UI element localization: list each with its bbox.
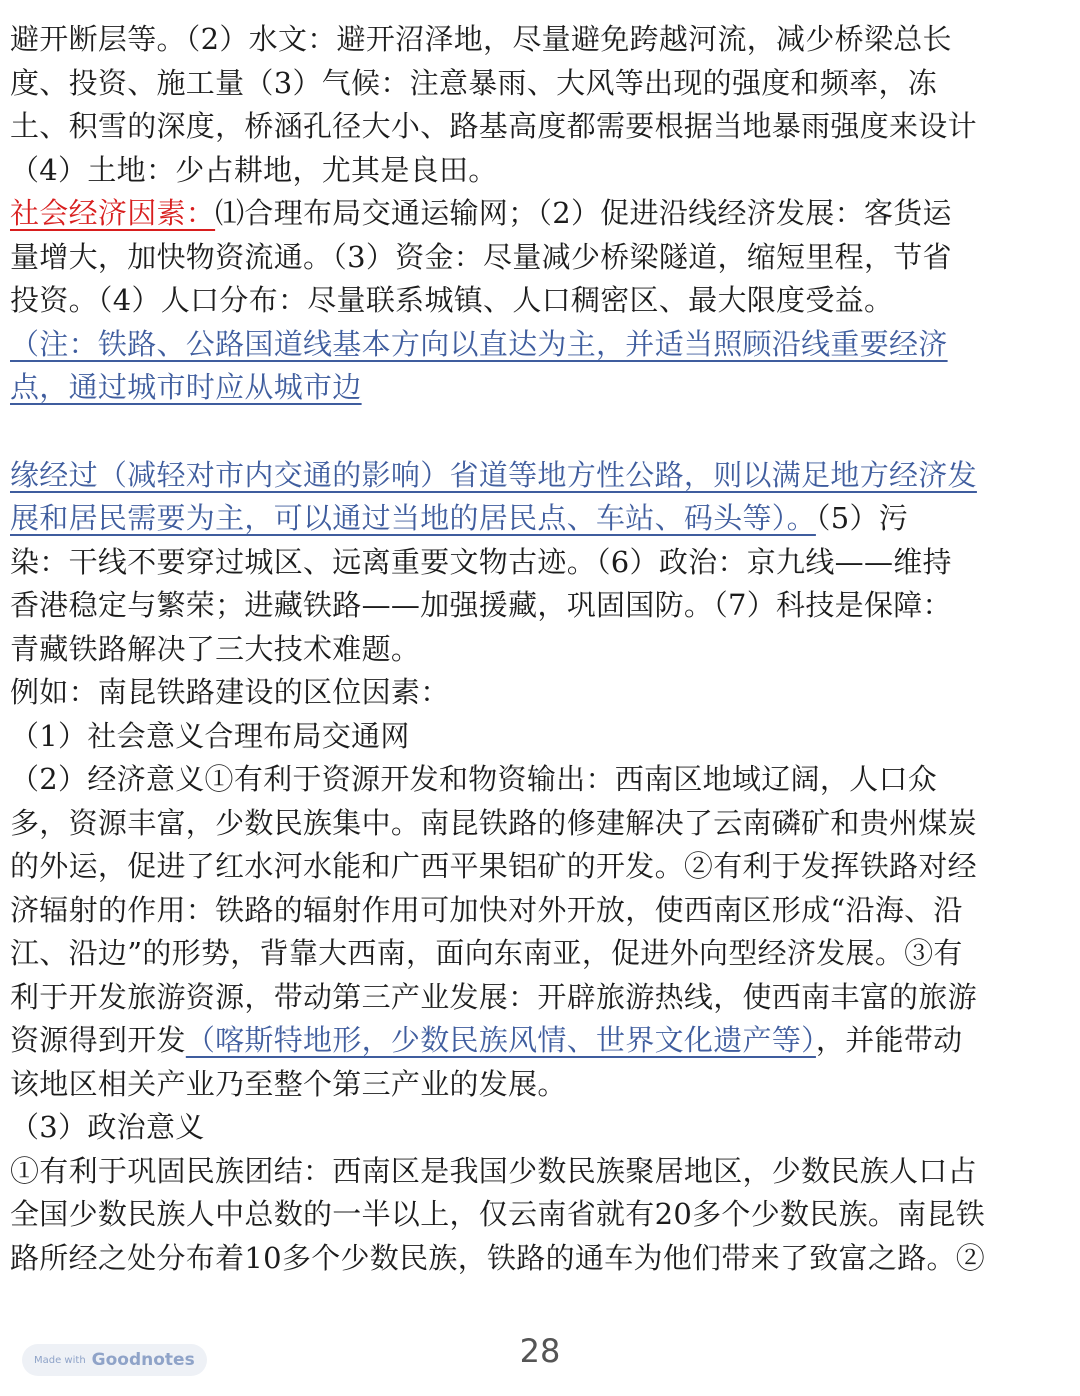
badge-brand: Goodnotes: [91, 1350, 195, 1370]
text-line: （2）经济意义①有利于资源开发和物资输出：西南区地域辽阔，人口众: [10, 762, 938, 796]
blank-gap: [10, 410, 1055, 454]
text-line: 资源得到开发（喀斯特地形，少数民族风情、世界文化遗产等），并能带动: [10, 1023, 963, 1057]
text-line: （3）政治意义: [10, 1110, 205, 1144]
text-line: 香港稳定与繁荣；进藏铁路——加强援藏，巩固国防。（7）科技是保障：: [10, 588, 952, 622]
blue-note: 展和居民需要为主，可以通过当地的居民点、车站、码头等）。: [10, 501, 816, 535]
text-line-note: [10, 454, 1055, 498]
text-line: 济辐射的作用：铁路的辐射作用可加快对外开放，使西南区形成“沿海、沿: [10, 892, 963, 927]
blue-note: 缘经过（减轻对市内交通的影响）省道等地方性公路，则以满足地方经济发: [10, 457, 977, 492]
blue-note-karst: （喀斯特地形，少数民族风情、世界文化遗产等）: [185, 1023, 816, 1057]
text-line: 避开断层等。（2）水文：避开沼泽地，尽量避免跨越河流，减少桥梁总长: [10, 22, 952, 56]
text-line: 土、积雪的深度，桥涵孔径大小、路基高度都需要根据当地暴雨强度来设计: [10, 109, 977, 143]
text-line: 社会经济因素：⑴合理布局交通运输网；（2）促进沿线经济发展：客货运: [10, 196, 952, 230]
text-line: 江、沿边”的形势，背靠大西南，面向东南亚，促进外向型经济发展。③有: [10, 936, 963, 970]
badge-prefix: Made with: [34, 1354, 86, 1366]
text-line-note: [10, 323, 1055, 367]
text-line-note: [10, 366, 1055, 410]
blue-note: 点，通过城市时应从城市边: [10, 370, 362, 404]
text-line: 展和居民需要为主，可以通过当地的居民点、车站、码头等）。（5）污: [10, 501, 909, 535]
text-line: 染：干线不要穿过城区、远离重要文物古迹。（6）政治：京九线——维持: [10, 544, 952, 579]
text-line: 例如：南昆铁路建设的区位因素：: [10, 675, 450, 709]
text-line: 量增大，加快物资流通。（3）资金：尽量减少桥梁隧道，缩短里程，节省: [10, 239, 952, 274]
red-heading-social-economic: 社会经济因素：: [10, 196, 216, 230]
text-line: 路所经之处分布着10多个少数民族，铁路的通车为他们带来了致富之路。②: [10, 1240, 986, 1275]
text-line: ①有利于巩固民族团结：西南区是我国少数民族聚居地区，少数民族人口占: [10, 1153, 977, 1188]
text-line: 全国少数民族人中总数的一半以上，仅云南省就有20多个少数民族。南昆铁: [10, 1197, 986, 1231]
text-line: 多，资源丰富，少数民族集中。南昆铁路的修建解决了云南磷矿和贵州煤炭: [10, 805, 977, 840]
text-line: 投资。（4）人口分布：尽量联系城镇、人口稠密区、最大限度受益。: [10, 283, 894, 317]
text-line: （1）社会意义合理布局交通网: [10, 718, 410, 753]
page-number: 28: [519, 1332, 561, 1370]
blue-note: （注：铁路、公路国道线基本方向以直达为主，并适当照顾沿线重要经济: [10, 326, 948, 361]
text-line: 度、投资、施工量（3）气候：注意暴雨、大风等出现的强度和频率，冻: [10, 65, 938, 100]
text-line: 青藏铁路解决了三大技术难题。: [10, 631, 421, 666]
page-content: [10, 18, 1055, 1280]
text-line: 利于开发旅游资源，带动第三产业发展：开辟旅游热线，使西南丰富的旅游: [10, 979, 977, 1014]
text-line: 的外运，促进了红水河水能和广西平果铝矿的开发。②有利于发挥铁路对经: [10, 849, 977, 883]
text-line: （4）土地：少占耕地，尤其是良田。: [10, 152, 498, 187]
text-line: 该地区相关产业乃至整个第三产业的发展。: [10, 1066, 567, 1101]
